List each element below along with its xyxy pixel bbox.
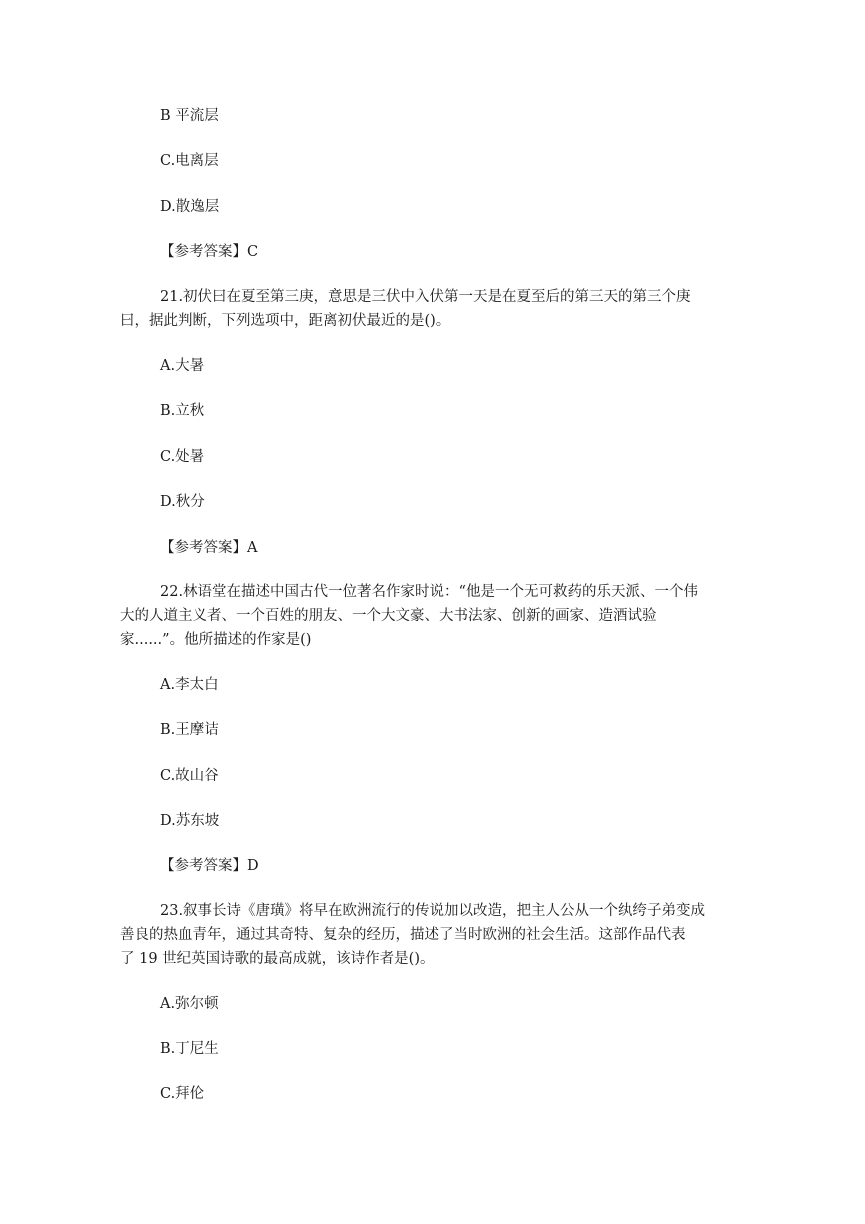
q23-option-b: B.丁尼生 bbox=[160, 1041, 219, 1057]
q20-option-d: D.散逸层 bbox=[160, 199, 220, 215]
q20-option-b: B 平流层 bbox=[160, 108, 219, 124]
q23-stem-line-2: 善良的热血青年，通过其奇特、复杂的经历，描述了当时欧洲的社会生活。这部作品代表 bbox=[120, 927, 686, 943]
q21-option-c: C.处暑 bbox=[160, 449, 205, 465]
q23-stem-line-3: 了 19 世纪英国诗歌的最高成就，该诗作者是()。 bbox=[120, 951, 435, 967]
q22-stem-line-1: 22.林语堂在描述中国古代一位著名作家时说：“他是一个无可救药的乐天派、一个伟 bbox=[160, 584, 698, 600]
q21-option-a: A.大暑 bbox=[160, 358, 205, 374]
q21-answer: 【参考答案】A bbox=[160, 540, 258, 556]
q22-answer: 【参考答案】D bbox=[160, 858, 259, 874]
q22-option-a: A.李太白 bbox=[160, 677, 219, 693]
q23-stem-line-1: 23.叙事长诗《唐璜》将早在欧洲流行的传说加以改造，把主人公从一个纨绔子弟变成 bbox=[160, 903, 706, 919]
q22-stem-line-2: 大的人道主义者、一个百姓的朋友、一个大文豪、大书法家、创新的画家、造酒试验 bbox=[120, 608, 657, 624]
q21-option-b: B.立秋 bbox=[160, 403, 205, 419]
q22-option-c: C.故山谷 bbox=[160, 768, 219, 784]
q20-answer: 【参考答案】C bbox=[160, 244, 259, 260]
q22-option-d: D.苏东坡 bbox=[160, 813, 220, 829]
q22-stem-line-3: 家......”。他所描述的作家是() bbox=[120, 632, 312, 648]
q21-option-d: D.秋分 bbox=[160, 494, 205, 510]
q21-stem-line-1: 21.初伏曰在夏至第三庚，意思是三伏中入伏第一天是在夏至后的第三天的第三个庚 bbox=[160, 289, 691, 305]
q22-option-b: B.王摩诘 bbox=[160, 722, 219, 738]
q23-option-c: C.拜伦 bbox=[160, 1086, 205, 1102]
q21-stem-line-2: 曰，据此判断，下列选项中，距离初伏最近的是()。 bbox=[120, 313, 451, 329]
q20-option-c: C.电离层 bbox=[160, 153, 219, 169]
q23-option-a: A.弥尔顿 bbox=[160, 996, 219, 1012]
